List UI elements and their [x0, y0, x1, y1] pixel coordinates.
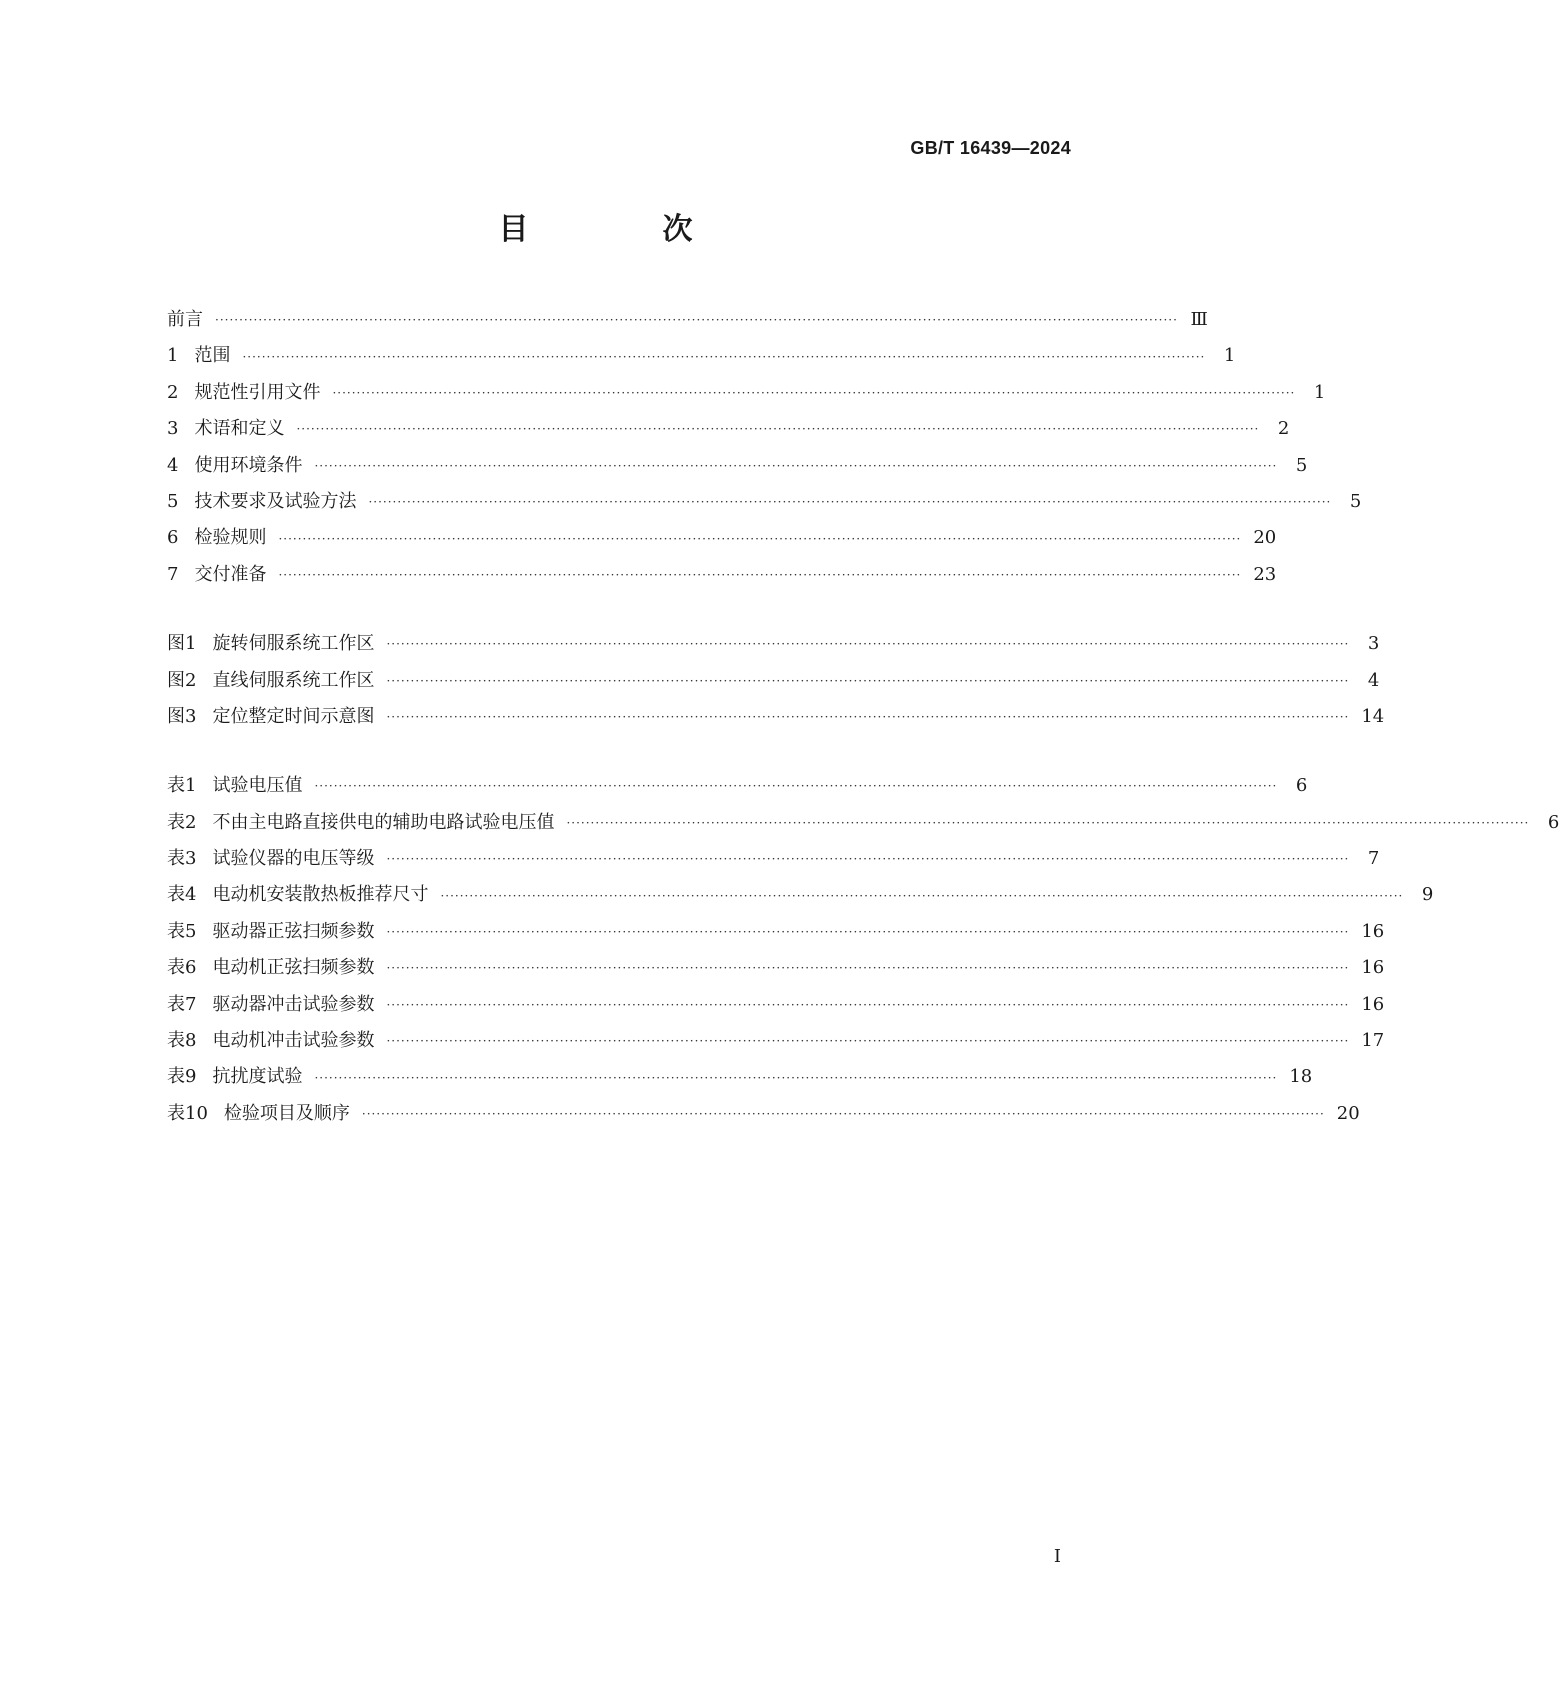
toc-entry-label: 试验仪器的电压等级 — [212, 848, 375, 870]
toc-entry-number: 图1 — [167, 633, 197, 655]
toc-entry[interactable] — [167, 520, 1277, 556]
toc-entry-number: 1 — [167, 345, 179, 367]
toc-entry-label: 直线伺服系统工作区 — [212, 669, 375, 691]
toc-entry-label: 规范性引用文件 — [194, 381, 321, 403]
toc-dot-leader: ········································································································································································································ — [386, 961, 1350, 976]
toc-sections-group — [167, 302, 1362, 593]
toc-entry-number: 表2 — [167, 811, 197, 833]
toc-entry[interactable] — [167, 557, 1277, 593]
toc-entry-label: 驱动器冲击试验参数 — [212, 993, 375, 1015]
toc-entry-label: 检验项目及顺序 — [223, 1102, 350, 1124]
toc-entry-number: 5 — [167, 490, 179, 512]
toc-entry-page: 4 — [1367, 669, 1380, 691]
toc-entry-page: 18 — [1289, 1066, 1313, 1088]
toc-entry-number: 表6 — [167, 957, 197, 979]
toc-entry-number: 表10 — [167, 1102, 208, 1124]
toc-entry[interactable] — [167, 1023, 1385, 1059]
toc-entry-number: 2 — [167, 381, 179, 403]
toc-entry[interactable] — [167, 411, 1290, 447]
toc-entry[interactable] — [167, 841, 1380, 877]
toc-entry[interactable] — [167, 302, 1208, 338]
toc-dot-leader: ········································································································································································································ — [386, 852, 1350, 867]
table-of-contents — [167, 302, 1559, 1132]
toc-entry[interactable] — [167, 375, 1326, 411]
toc-entry[interactable] — [167, 663, 1380, 699]
toc-entry[interactable] — [167, 914, 1385, 950]
toc-entry-page: 9 — [1421, 884, 1434, 906]
toc-dot-leader: ········································································································································································································ — [386, 637, 1350, 652]
toc-entry-label: 使用环境条件 — [194, 454, 303, 476]
toc-dot-leader: ········································································································································································································ — [314, 458, 1278, 473]
standard-code: GB/T 16439—2024 — [910, 138, 1071, 158]
toc-entry-page: 6 — [1547, 811, 1559, 833]
toc-entry-label: 驱动器正弦扫频参数 — [212, 920, 375, 942]
toc-dot-leader: ········································································································································································································ — [361, 1107, 1325, 1121]
toc-dot-leader: ········································································································································································································ — [215, 313, 1178, 328]
toc-dot-leader: ········································································································································································································ — [386, 997, 1350, 1012]
toc-entry-page: 6 — [1295, 775, 1308, 797]
toc-dot-leader: ········································································································································································································ — [242, 349, 1206, 364]
toc-entry-page: 3 — [1367, 633, 1380, 655]
toc-dot-leader: ········································································································································································································ — [386, 925, 1350, 940]
toc-entry-number: 表5 — [167, 920, 197, 942]
toc-entry-number: 表7 — [167, 993, 197, 1015]
toc-entry-page: 14 — [1361, 705, 1385, 727]
toc-entry-label: 技术要求及试验方法 — [194, 490, 357, 512]
toc-entry-label: 前言 — [167, 309, 203, 330]
toc-entry-label: 范围 — [194, 345, 231, 367]
toc-entry-page: 20 — [1253, 527, 1277, 549]
toc-dot-leader: ········································································································································································································ — [386, 1034, 1350, 1049]
toc-entry-label: 检验规则 — [194, 527, 267, 549]
toc-entry-number: 7 — [167, 563, 179, 585]
toc-entry-page: Ⅲ — [1190, 309, 1208, 330]
toc-entry-label: 术语和定义 — [194, 418, 285, 440]
toc-entry-page: 1 — [1313, 381, 1326, 403]
toc-entry-number: 表1 — [167, 775, 197, 797]
toc-entry-label: 电动机冲击试验参数 — [212, 1030, 375, 1052]
toc-entry-label: 电动机安装散热板推荐尺寸 — [212, 884, 429, 906]
toc-entry-page: 16 — [1361, 920, 1385, 942]
toc-entry[interactable] — [167, 987, 1385, 1023]
toc-tables-group — [167, 768, 1559, 1132]
toc-entry-number: 图3 — [167, 705, 197, 727]
toc-entry-label: 试验电压值 — [212, 775, 303, 797]
toc-dot-leader: ········································································································································································································ — [386, 710, 1350, 725]
toc-dot-leader: ········································································································································································································ — [314, 779, 1278, 794]
toc-entry[interactable] — [167, 805, 1559, 841]
toc-entry-number: 图2 — [167, 669, 197, 691]
toc-dot-leader: ········································································································································································································ — [332, 385, 1296, 400]
toc-entry-label: 交付准备 — [194, 563, 267, 585]
toc-entry-label: 电动机正弦扫频参数 — [212, 957, 375, 979]
toc-entry-number: 3 — [167, 418, 179, 440]
toc-entry[interactable] — [167, 1096, 1360, 1132]
toc-dot-leader: ········································································································································································································ — [440, 888, 1404, 903]
toc-entry-number: 表4 — [167, 884, 197, 906]
toc-entry[interactable] — [167, 484, 1362, 520]
page-number: Ⅰ — [1053, 1546, 1061, 1567]
toc-entry[interactable] — [167, 626, 1380, 662]
toc-entry-page: 1 — [1223, 345, 1236, 367]
toc-entry[interactable] — [167, 950, 1385, 986]
toc-entry[interactable] — [167, 699, 1385, 735]
toc-entry-label: 旋转伺服系统工作区 — [212, 633, 375, 655]
toc-entry-page: 7 — [1367, 848, 1380, 870]
toc-entry-page: 5 — [1295, 454, 1308, 476]
toc-dot-leader: ········································································································································································································ — [368, 495, 1332, 510]
toc-entry[interactable] — [167, 448, 1308, 484]
toc-entry[interactable] — [167, 1059, 1313, 1095]
toc-entry-page: 16 — [1361, 957, 1385, 979]
toc-entry-label: 不由主电路直接供电的辅助电路试验电压值 — [212, 811, 555, 833]
toc-dot-leader: ········································································································································································································ — [386, 673, 1350, 688]
toc-entry-number: 6 — [167, 527, 179, 549]
toc-entry-page: 2 — [1277, 418, 1290, 440]
toc-entry-page: 23 — [1253, 563, 1277, 585]
toc-entry[interactable] — [167, 338, 1236, 374]
toc-dot-leader: ········································································································································································································ — [566, 815, 1530, 830]
toc-entry-page: 16 — [1361, 993, 1385, 1015]
toc-dot-leader: ········································································································································································································ — [296, 422, 1260, 437]
toc-entry[interactable] — [167, 768, 1308, 804]
toc-dot-leader: ········································································································································································································ — [278, 567, 1242, 582]
toc-entry-number: 表9 — [167, 1066, 197, 1088]
toc-entry-label: 定位整定时间示意图 — [212, 705, 375, 727]
toc-dot-leader: ········································································································································································································ — [314, 1070, 1278, 1085]
toc-entry-page: 17 — [1361, 1030, 1385, 1052]
toc-figures-group — [167, 626, 1385, 735]
toc-entry-page: 5 — [1349, 490, 1362, 512]
toc-entry-number: 表3 — [167, 848, 197, 870]
page-title: 目 次 — [498, 212, 745, 247]
toc-entry[interactable] — [167, 877, 1434, 913]
toc-entry-label: 抗扰度试验 — [212, 1066, 303, 1088]
toc-entry-number: 4 — [167, 454, 179, 476]
toc-dot-leader: ········································································································································································································ — [278, 531, 1242, 546]
toc-entry-page: 20 — [1336, 1102, 1360, 1124]
toc-entry-number: 表8 — [167, 1030, 197, 1052]
